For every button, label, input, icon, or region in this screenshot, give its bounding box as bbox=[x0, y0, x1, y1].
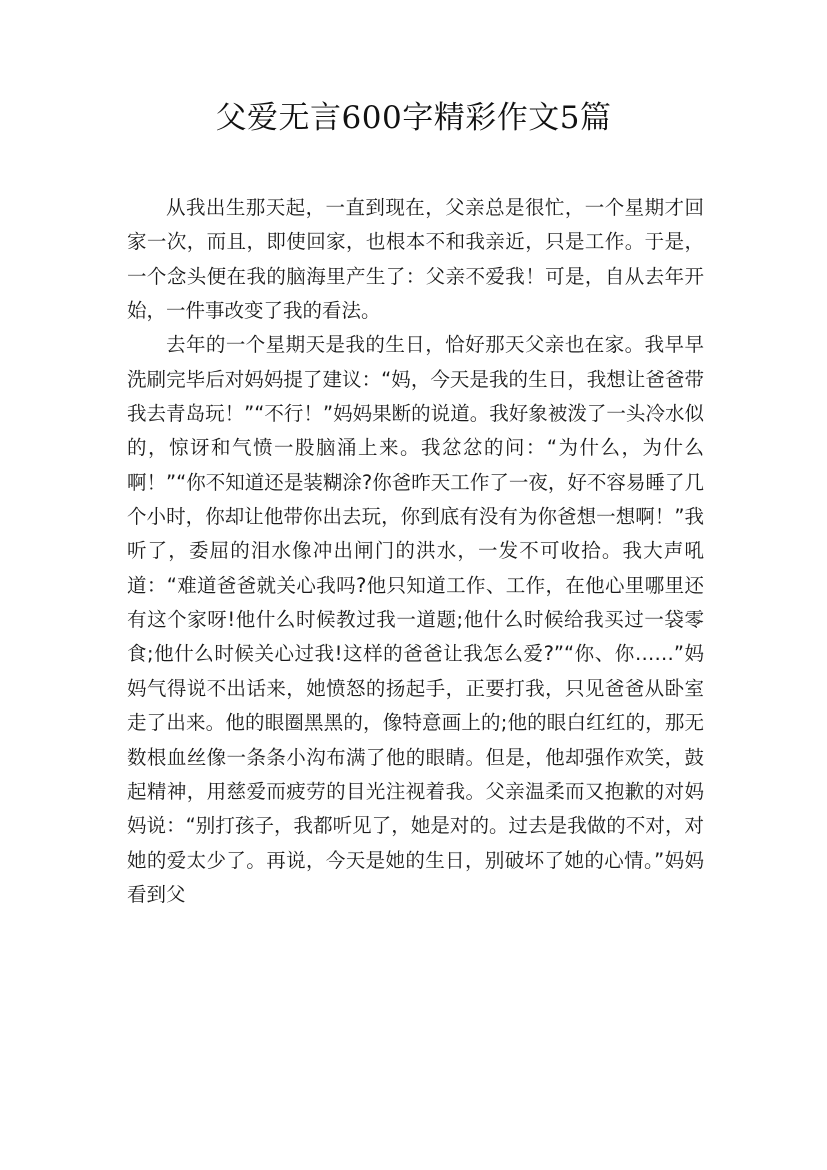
page-title: 父爱无言600字精彩作文5篇 bbox=[215, 100, 612, 136]
paragraph-1: 从我出生那天起，一直到现在，父亲总是很忙，一个星期才回家一次，而且，即使回家，也根本不和我亲近，只是工作。于是，一个念头便在我的脑海里产生了：父亲不爱我！可是，自从去年开始，一件事改变了我的看法。 bbox=[127, 196, 704, 323]
article-body bbox=[127, 191, 704, 912]
paragraph-2: 去年的一个星期天是我的生日，恰好那天父亲也在家。我早早洗刷完毕后对妈妈提了建议：“妈，今天是我的生日，我想让爸爸带我去青岛玩！”“不行！”妈妈果断的说道。我好象被泼了一头冷水似的，惊讶和气愤一股脑涌上来。我忿忿的问：“为什么，为什么啊！”“你不知道还是装糊涂?你爸昨天工作了一夜，好不容易睡了几个小时，你却让他带你出去玩，你到底有没有为你爸想一想啊！”我听了，委屈的泪水像冲出闸门的洪水，一发不可收拾。我大声吼道：“难道爸爸就关心我吗?他只知道工作、工作，在他心里哪里还有这个家呀!他什么时候教过我一道题;他什么时候给我买过一袋零食;他什么时候关心过我!这样的爸爸让我怎么爱?”“你、你……”妈妈气得说不出话来，她愤怒的扬起手，正要打我，只见爸爸从卧室走了出来。他的眼圈黑黑的，像特意画上的;他的眼白红红的，那无数根血丝像一条条小沟布满了他的眼睛。但是，他却强作欢笑，鼓起精神，用慈爱而疲劳的目光注视着我。父亲温柔而又抱歉的对妈妈说：“别打孩子，我都听见了，她是对的。过去是我做的不对，对她的爱太少了。再说，今天是她的生日，别破坏了她的心情。”妈妈看到父 bbox=[127, 333, 704, 906]
